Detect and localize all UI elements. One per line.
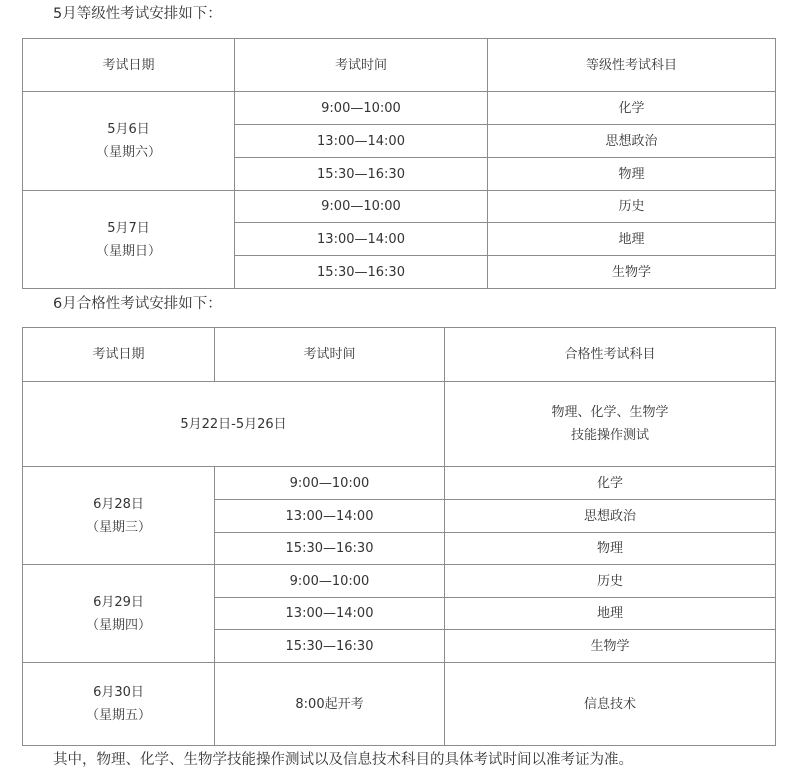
exam-subject: 生物学 bbox=[445, 630, 776, 663]
exam-subject: 思想政治 bbox=[488, 125, 776, 158]
exam-date: 5月6日 bbox=[107, 122, 150, 137]
exam-time: 9:00—10:00 bbox=[235, 92, 488, 125]
exam-weekday: （星期五） bbox=[85, 708, 151, 723]
exam-date: 6月28日 bbox=[93, 496, 144, 512]
lab-test-period: 5月22日-5月26日 bbox=[23, 382, 445, 467]
exam-time: 15:30—16:30 bbox=[215, 533, 445, 565]
exam-weekday: （星期六） bbox=[95, 145, 161, 160]
exam-time: 9:00—10:00 bbox=[235, 191, 488, 223]
table-row bbox=[23, 467, 776, 500]
exam-subject: 化学 bbox=[488, 92, 776, 125]
date-cell bbox=[23, 467, 215, 565]
exam-date: 5月7日 bbox=[107, 220, 150, 236]
exam-subject: 历史 bbox=[488, 191, 776, 223]
header-exam-date: 考试日期 bbox=[23, 39, 235, 92]
exam-subject: 地理 bbox=[488, 223, 776, 256]
lab-test-subject-line1: 物理、化学、生物学 bbox=[551, 405, 669, 420]
header-exam-subject: 合格性考试科目 bbox=[445, 328, 776, 382]
june-schedule-intro: 6月合格性考试安排如下： bbox=[53, 296, 222, 312]
footer-note: 其中，物理、化学、生物学技能操作测试以及信息技术科目的具体考试时间以准考证为准。 bbox=[53, 752, 633, 768]
header-exam-date: 考试日期 bbox=[23, 328, 215, 382]
exam-date: 6月30日 bbox=[93, 685, 144, 700]
exam-subject: 思想政治 bbox=[445, 500, 776, 533]
exam-date: 6月29日 bbox=[93, 594, 144, 610]
exam-time: 9:00—10:00 bbox=[215, 467, 445, 500]
exam-time: 15:30—16:30 bbox=[215, 630, 445, 663]
table-row bbox=[23, 92, 776, 125]
exam-subject: 物理 bbox=[445, 533, 776, 565]
exam-time: 8:00起开考 bbox=[215, 663, 445, 746]
lab-test-subject bbox=[445, 382, 776, 467]
exam-subject: 地理 bbox=[445, 598, 776, 630]
table-row bbox=[23, 191, 776, 223]
date-cell bbox=[23, 191, 235, 289]
table-row bbox=[23, 663, 776, 746]
exam-time: 9:00—10:00 bbox=[215, 565, 445, 598]
exam-time: 15:30—16:30 bbox=[235, 256, 488, 289]
may-exam-table bbox=[22, 38, 776, 289]
exam-subject: 化学 bbox=[445, 467, 776, 500]
exam-weekday: （星期四） bbox=[85, 617, 151, 633]
exam-subject: 生物学 bbox=[488, 256, 776, 289]
exam-weekday: （星期三） bbox=[85, 519, 151, 535]
lab-test-subject-line2: 技能操作测试 bbox=[570, 428, 649, 443]
exam-time: 13:00—14:00 bbox=[215, 500, 445, 533]
exam-time: 15:30—16:30 bbox=[235, 158, 488, 191]
exam-time: 13:00—14:00 bbox=[215, 598, 445, 630]
exam-time: 13:00—14:00 bbox=[235, 125, 488, 158]
table-row bbox=[23, 565, 776, 598]
date-cell bbox=[23, 663, 215, 746]
may-schedule-intro: 5月等级性考试安排如下： bbox=[53, 6, 222, 22]
exam-subject: 物理 bbox=[488, 158, 776, 191]
table-row bbox=[23, 382, 776, 467]
header-exam-time: 考试时间 bbox=[215, 328, 445, 382]
exam-subject: 历史 bbox=[445, 565, 776, 598]
exam-subject: 信息技术 bbox=[445, 663, 776, 746]
header-exam-subject: 等级性考试科目 bbox=[488, 39, 776, 92]
header-exam-time: 考试时间 bbox=[235, 39, 488, 92]
exam-weekday: （星期日） bbox=[95, 243, 161, 259]
exam-time: 13:00—14:00 bbox=[235, 223, 488, 256]
date-cell bbox=[23, 565, 215, 663]
date-cell bbox=[23, 92, 235, 191]
table-header-row bbox=[23, 328, 776, 382]
table-header-row bbox=[23, 39, 776, 92]
june-exam-table bbox=[22, 327, 776, 746]
